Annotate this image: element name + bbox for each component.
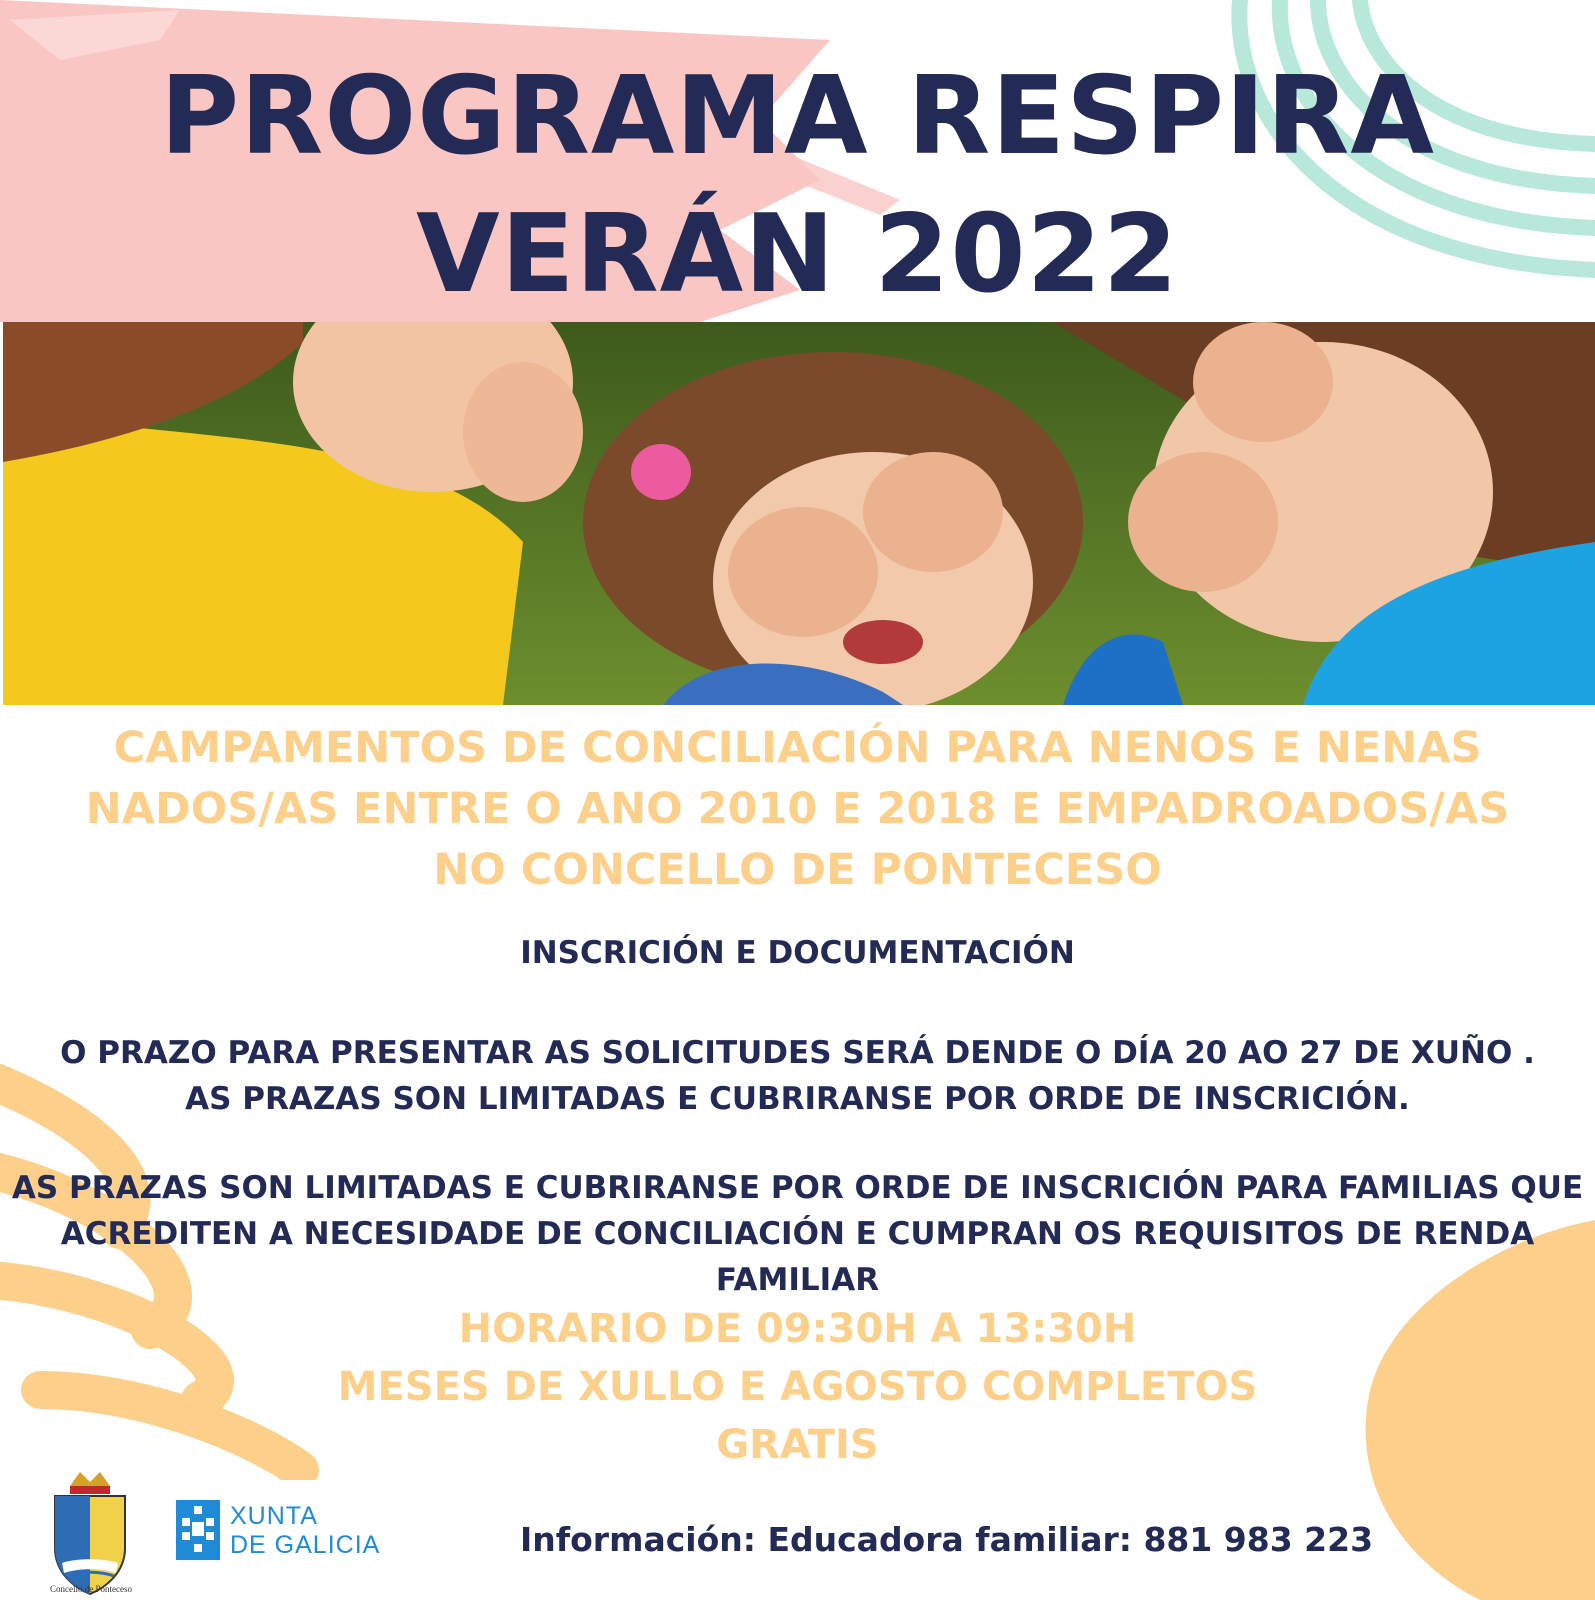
schedule-block [0,1300,1595,1474]
xunta-line1: XUNTA [230,1502,318,1530]
families-block [0,1165,1595,1303]
subtitle-line3: NO CONCELLO DE PONTECESO [433,845,1162,895]
deadline-line2: AS PRAZAS SON LIMITADAS E CUBRIRANSE POR ORDE DE INSCRICIÓN. [185,1081,1410,1117]
crest-caption: Concello de Ponteceso [50,1584,132,1594]
families-line1: AS PRAZAS SON LIMITADAS E CUBRIRANSE POR ORDE DE INSCRICIÓN PARA FAMILIAS QUE [11,1170,1584,1206]
schedule-price: GRATIS [716,1422,879,1468]
xunta-logo [176,1500,386,1560]
inscription-heading: INSCRICIÓN E DOCUMENTACIÓN [520,935,1075,971]
page-title-line2: VERÁN 2022 [416,192,1179,317]
xunta-logo-icon [176,1500,220,1560]
deadline-line1: O PRAZO PARA PRESENTAR AS SOLICITUDES SERÁ DENDE O DÍA 20 AO 27 DE XUÑO . [60,1035,1535,1071]
schedule-hours: HORARIO DE 09:30H A 13:30H [458,1306,1137,1352]
page-title-line1: PROGRAMA RESPIRA [160,54,1435,179]
families-line2: ACREDITEN A NECESIDADE DE CONCILIACIÓN E CUMPRAN OS REQUISITOS DE RENDA FAMILIAR [60,1216,1535,1298]
contact-info: Información: Educadora familiar: 881 983 223 [520,1520,1374,1559]
schedule-months: MESES DE XULLO E AGOSTO COMPLETOS [337,1364,1258,1410]
subtitle-line1: CAMPAMENTOS DE CONCILIACIÓN PARA NENOS E NENAS [113,723,1482,773]
xunta-text [230,1502,380,1560]
subtitle-line2: NADOS/AS ENTRE O ANO 2010 E 2018 E EMPADROADOS/AS [85,784,1510,834]
children-photo [3,322,1595,705]
ponteceso-crest-icon [40,1468,140,1598]
xunta-line2: DE GALICIA [230,1531,381,1559]
deadline-block [0,1030,1595,1122]
subtitle-block [0,718,1595,901]
